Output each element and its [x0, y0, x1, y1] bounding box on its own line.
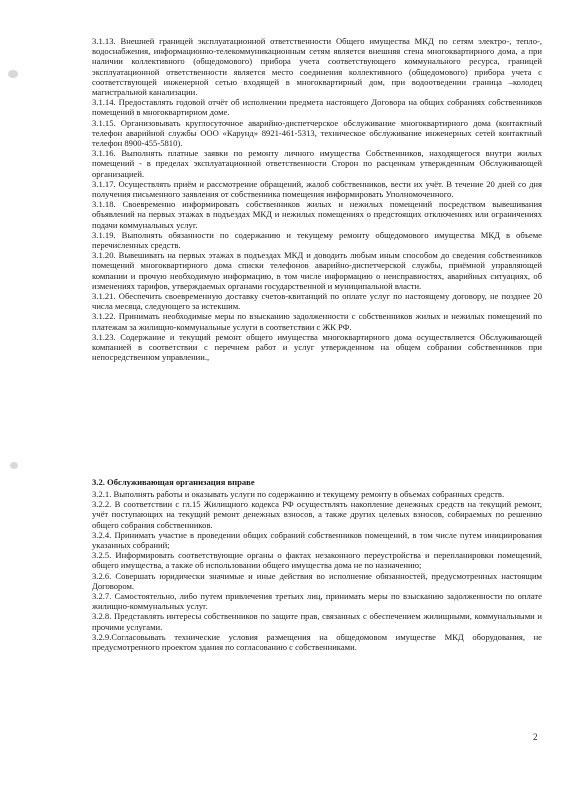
- clause-3-2-5: 3.2.5. Информировать соответствующие органы о фактах незаконного переустройства и перепланировки помещений, общего имущества, а также об использовании общего имущества дома не по назначению;: [92, 550, 542, 571]
- clause-3-1-15: 3.1.15. Организовывать круглосуточное аварийно-диспетчерское обслуживание многоквартирного дома (контактный телефон аварийной службы ООО «Карунд» 8921-461-5313, техническое обслуживание инженерных сетей контактный телефон 8900-455-5810).: [92, 117, 542, 149]
- clause-3-1-21: 3.1.21. Обеспечить своевременную доставку счетов-квитанций по оплате услуг по настоящему договору, не позднее 20 числа месяца, следующего за истекшим.: [92, 291, 542, 312]
- clause-3-1-14: 3.1.14. Предоставлять годовой отчёт об исполнении предмета настоящего Договора на общих собраниях собственников помещений в многоквартирном доме.: [92, 97, 542, 118]
- clause-3-2-9: 3.2.9.Согласовывать технические условия размещения на общедомовом имуществе МКД оборудования, не предусмотренного проектом здания по согласованию с собственниками.: [92, 631, 542, 653]
- clause-3-2-1: 3.2.1. Выполнять работы и оказывать услуги по содержанию и текущему ремонту в объемах собранных средств.: [92, 489, 505, 499]
- clause-3-1-20: 3.1.20. Вывешивать на первых этажах в подъездах МКД и доводить любым иным способом до сведения собственников помещений многоквартирного дома списки телефонов аварийно-диспетчерской службы, приёмной управляющей компании и прочую необходимую информацию, в том числе информацию о неисправностях, аварийных ситуациях, об изменениях тарифов, утверждаемых органами государственной и муниципальной власти.: [92, 250, 542, 291]
- scan-artifact: [8, 70, 18, 78]
- scan-artifact: [10, 462, 18, 469]
- clause-3-1-16: 3.1.16. Выполнять платные заявки по ремонту личного имущества Собственников, находящегося внутри жилых помещений - в пределах эксплуатационной ответственности Сторон по расценкам утвержденным Обслуживающей организацией.: [92, 148, 542, 179]
- clause-3-2-7: 3.2.7. Самостоятельно, либо путем привлечения третьих лиц, принимать меры по взысканию задолженности по оплате жилищно-коммунальных услуг.: [92, 591, 542, 612]
- page-number: 2: [533, 732, 538, 742]
- clause-3-2-2: 3.2.2. В соответствии с гл.15 Жилищного кодекса РФ осуществлять накопление денежных средств на текущий ремонт, учёт поступающих на текущий ремонт денежных взносов, а также других целевых взносов, собираемых по решению общего собрания собственников.: [92, 499, 542, 530]
- clause-3-1-18: 3.1.18. Своевременно информировать собственников жилых и нежилых помещений посредством вывешивания объявлений на первых этажах в подъездах МКД и нежилых помещениях о предстоящих отключениях или ограничениях подачи коммунальных услуг.: [92, 199, 542, 230]
- clause-3-1-23: 3.1.23. Содержание и текущий ремонт общего имущества многоквартирного дома осуществляется Обслуживающей компанией в соответствии с перечнем работ и услуг утвержденном на общем собрании собственников при непосредственном управлении.,: [92, 331, 542, 363]
- clause-3-1-22: 3.1.22. Принимать необходимые меры по взысканию задолженности с собственников жилых и нежилых помещений по платежам за жилищно-коммунальные услуги в соответствии с ЖК РФ.: [92, 311, 542, 332]
- clauses-3-2: [92, 489, 542, 652]
- clauses-3-1: [92, 36, 542, 363]
- clause-3-2-4: 3.2.4. Принимать участие в проведении общих собраний собственников помещений, в том числе путем инициирования указанных собраний;: [92, 529, 542, 551]
- section-heading: 3.2. Обслуживающая организация вправе: [92, 477, 255, 487]
- clause-3-1-13: 3.1.13. Внешней границей эксплуатационной ответственности Общего имущества МКД по сетям электро-, тепло-, водоснабжения, информационно-телекоммуникационным сетям является внешняя стена многоквартирного дома, а при наличии коллективного (общедомового) прибора учета соответствующего коммунального ресурса, границей эксплуатационной ответственности является место соединения коллективного (общедомового) прибора учета с соответствующей инженерной сетью входящей в многоквартирный дом, при водоотведении граница –колодец магистральной канализации.: [92, 36, 542, 98]
- clause-3-2-8: 3.2.8. Представлять интересы собственников по защите прав, связанных с обеспечением жилищными, коммунальными и прочими услугами.: [92, 611, 542, 632]
- clause-3-2-6: 3.2.6. Совершать юридически значимые и иные действия во исполнение обязанностей, предусмотренных настоящим Договором.: [92, 570, 542, 591]
- clause-3-1-17: 3.1.17. Осуществлять приём и рассмотрение обращений, жалоб собственников, вести их учёт. В течение 20 дней со дня получения письменного заявления от собственника помещения информировать Уполномоченного.: [92, 178, 542, 200]
- clause-3-1-19: 3.1.19. Выполнять обязанности по содержанию и текущему ремонту общедомового имущества МКД в объеме перечисленных средств.: [92, 229, 542, 251]
